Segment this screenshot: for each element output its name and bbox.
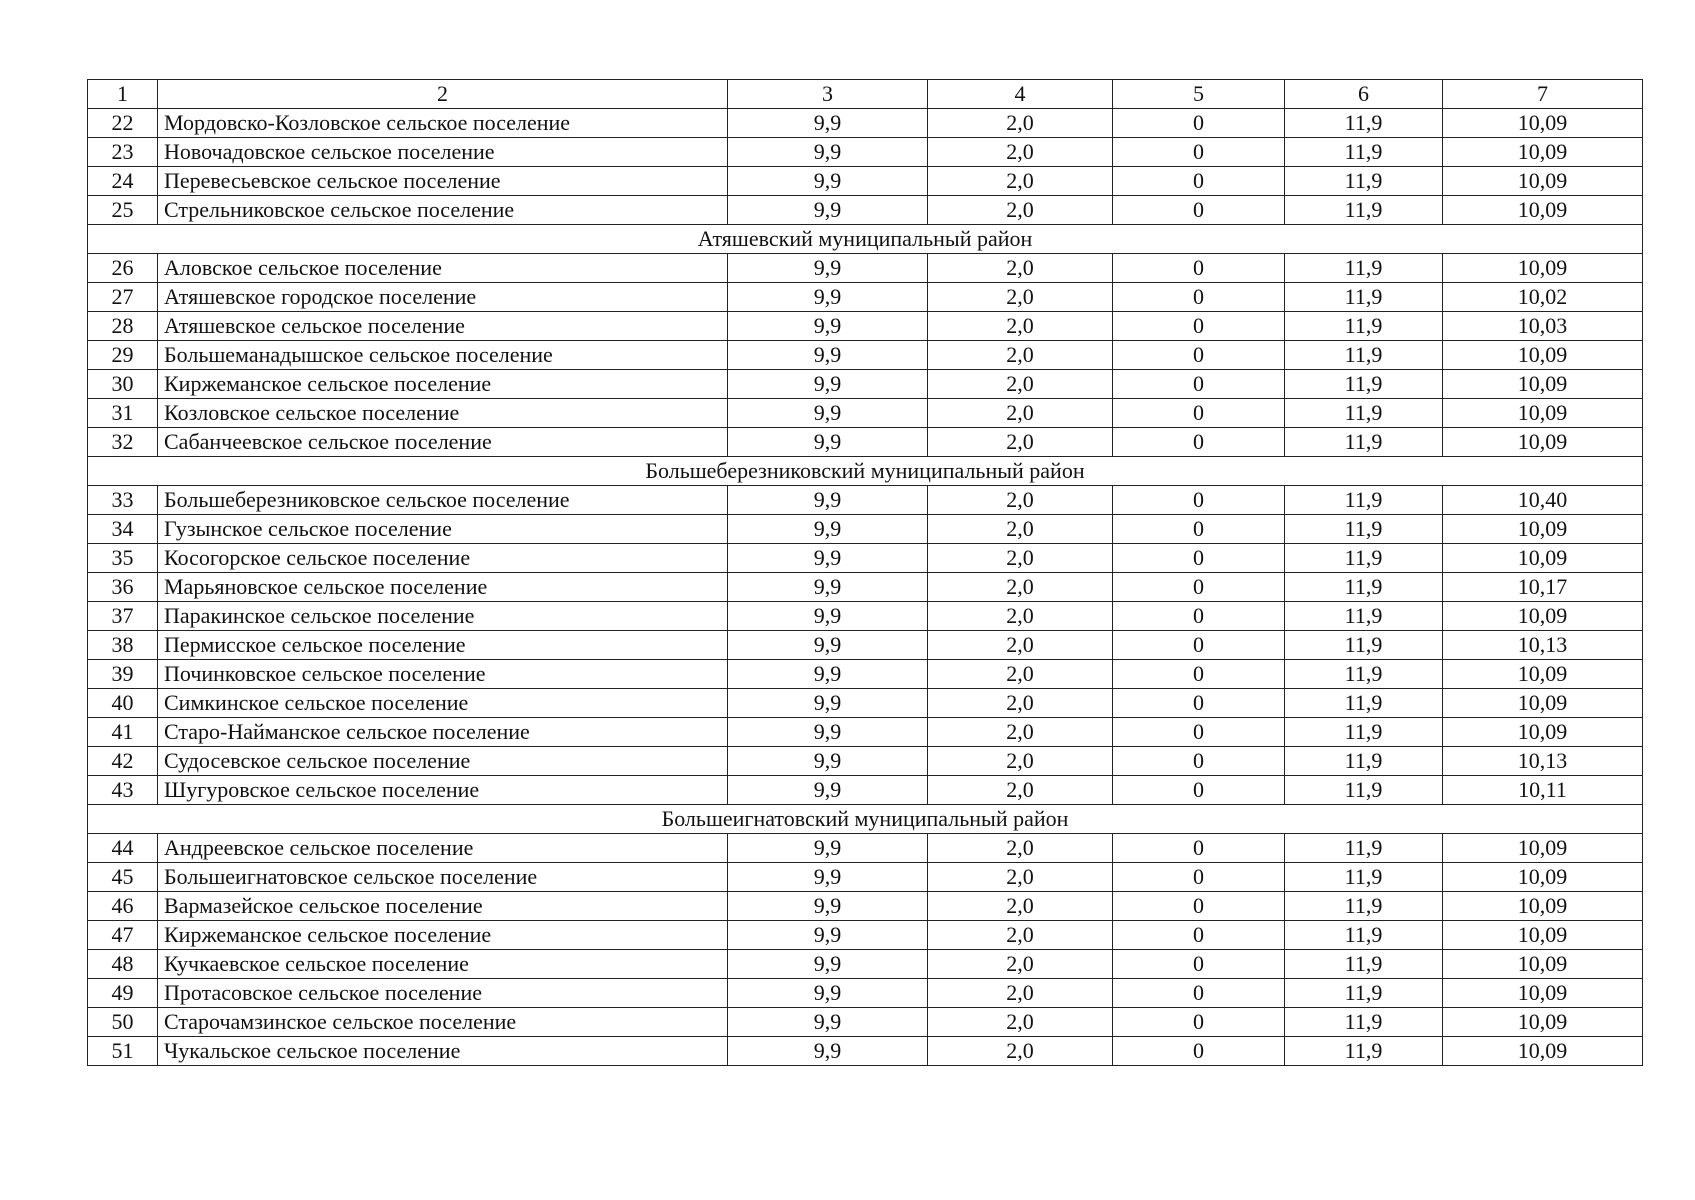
table-row [88, 573, 1643, 602]
table-row [88, 660, 1643, 689]
value-col-4: 2,0 [928, 109, 1113, 138]
settlement-name: Паракинское сельское поселение [158, 602, 728, 631]
settlement-name: Большеигнатовское сельское поселение [158, 863, 728, 892]
value-col-7: 10,09 [1443, 660, 1643, 689]
row-number: 47 [88, 921, 158, 950]
value-col-5: 0 [1113, 399, 1285, 428]
value-col-4: 2,0 [928, 370, 1113, 399]
row-number: 32 [88, 428, 158, 457]
value-col-3: 9,9 [728, 863, 928, 892]
settlement-name: Стрельниковское сельское поселение [158, 196, 728, 225]
value-col-3: 9,9 [728, 370, 928, 399]
value-col-4: 2,0 [928, 167, 1113, 196]
table-row [88, 1008, 1643, 1037]
value-col-5: 0 [1113, 718, 1285, 747]
value-col-7: 10,40 [1443, 486, 1643, 515]
table-row [88, 892, 1643, 921]
settlement-name: Мордовско-Козловское сельское поселение [158, 109, 728, 138]
value-col-3: 9,9 [728, 138, 928, 167]
value-col-6: 11,9 [1285, 399, 1443, 428]
row-number: 41 [88, 718, 158, 747]
value-col-5: 0 [1113, 283, 1285, 312]
district-section-row [88, 457, 1643, 486]
table-row [88, 428, 1643, 457]
value-col-6: 11,9 [1285, 602, 1443, 631]
value-col-4: 2,0 [928, 1008, 1113, 1037]
row-number: 22 [88, 109, 158, 138]
value-col-7: 10,09 [1443, 167, 1643, 196]
value-col-7: 10,09 [1443, 399, 1643, 428]
value-col-5: 0 [1113, 167, 1285, 196]
value-col-5: 0 [1113, 921, 1285, 950]
value-col-3: 9,9 [728, 109, 928, 138]
value-col-5: 0 [1113, 689, 1285, 718]
value-col-3: 9,9 [728, 776, 928, 805]
row-number: 35 [88, 544, 158, 573]
row-number: 40 [88, 689, 158, 718]
column-number-header: 1 [88, 80, 158, 109]
value-col-5: 0 [1113, 544, 1285, 573]
table-row [88, 283, 1643, 312]
value-col-3: 9,9 [728, 689, 928, 718]
table-row [88, 834, 1643, 863]
value-col-6: 11,9 [1285, 1008, 1443, 1037]
value-col-5: 0 [1113, 631, 1285, 660]
value-col-7: 10,09 [1443, 515, 1643, 544]
value-col-6: 11,9 [1285, 283, 1443, 312]
settlement-name: Симкинское сельское поселение [158, 689, 728, 718]
value-col-3: 9,9 [728, 341, 928, 370]
row-number: 51 [88, 1037, 158, 1066]
value-col-6: 11,9 [1285, 747, 1443, 776]
value-col-6: 11,9 [1285, 660, 1443, 689]
value-col-4: 2,0 [928, 863, 1113, 892]
value-col-6: 11,9 [1285, 486, 1443, 515]
settlement-name: Починковское сельское поселение [158, 660, 728, 689]
district-section-row [88, 805, 1643, 834]
row-number: 49 [88, 979, 158, 1008]
value-col-4: 2,0 [928, 1037, 1113, 1066]
value-col-7: 10,13 [1443, 631, 1643, 660]
value-col-4: 2,0 [928, 950, 1113, 979]
value-col-7: 10,09 [1443, 602, 1643, 631]
value-col-3: 9,9 [728, 921, 928, 950]
district-name: Атяшевский муниципальный район [88, 225, 1643, 254]
row-number: 37 [88, 602, 158, 631]
table-row [88, 341, 1643, 370]
value-col-6: 11,9 [1285, 863, 1443, 892]
value-col-4: 2,0 [928, 283, 1113, 312]
value-col-4: 2,0 [928, 689, 1113, 718]
settlements-table [87, 79, 1643, 1066]
value-col-3: 9,9 [728, 950, 928, 979]
value-col-3: 9,9 [728, 167, 928, 196]
value-col-4: 2,0 [928, 747, 1113, 776]
settlement-name: Атяшевское сельское поселение [158, 312, 728, 341]
value-col-6: 11,9 [1285, 312, 1443, 341]
table-row [88, 631, 1643, 660]
table-row [88, 950, 1643, 979]
district-section-row [88, 225, 1643, 254]
table-row [88, 1037, 1643, 1066]
table-row [88, 689, 1643, 718]
value-col-7: 10,09 [1443, 138, 1643, 167]
value-col-6: 11,9 [1285, 109, 1443, 138]
row-number: 50 [88, 1008, 158, 1037]
value-col-6: 11,9 [1285, 979, 1443, 1008]
value-col-3: 9,9 [728, 979, 928, 1008]
table-row [88, 486, 1643, 515]
value-col-7: 10,09 [1443, 341, 1643, 370]
table-row [88, 863, 1643, 892]
settlement-name: Новочадовское сельское поселение [158, 138, 728, 167]
row-number: 38 [88, 631, 158, 660]
table-row [88, 109, 1643, 138]
value-col-5: 0 [1113, 486, 1285, 515]
value-col-7: 10,13 [1443, 747, 1643, 776]
column-number-header: 3 [728, 80, 928, 109]
column-number-header: 5 [1113, 80, 1285, 109]
value-col-6: 11,9 [1285, 950, 1443, 979]
value-col-3: 9,9 [728, 1008, 928, 1037]
value-col-4: 2,0 [928, 544, 1113, 573]
value-col-5: 0 [1113, 1037, 1285, 1066]
row-number: 30 [88, 370, 158, 399]
row-number: 44 [88, 834, 158, 863]
settlement-name: Большеманадышское сельское поселение [158, 341, 728, 370]
value-col-6: 11,9 [1285, 167, 1443, 196]
settlement-name: Косогорское сельское поселение [158, 544, 728, 573]
value-col-4: 2,0 [928, 718, 1113, 747]
settlement-name: Сабанчеевское сельское поселение [158, 428, 728, 457]
value-col-7: 10,09 [1443, 1008, 1643, 1037]
value-col-3: 9,9 [728, 486, 928, 515]
value-col-4: 2,0 [928, 631, 1113, 660]
value-col-3: 9,9 [728, 515, 928, 544]
row-number: 33 [88, 486, 158, 515]
value-col-7: 10,09 [1443, 254, 1643, 283]
table-row [88, 196, 1643, 225]
settlement-name: Марьяновское сельское поселение [158, 573, 728, 602]
value-col-3: 9,9 [728, 428, 928, 457]
settlement-name: Перевесьевское сельское поселение [158, 167, 728, 196]
settlement-name: Кучкаевское сельское поселение [158, 950, 728, 979]
value-col-5: 0 [1113, 138, 1285, 167]
row-number: 26 [88, 254, 158, 283]
value-col-4: 2,0 [928, 660, 1113, 689]
value-col-6: 11,9 [1285, 254, 1443, 283]
value-col-7: 10,09 [1443, 109, 1643, 138]
value-col-3: 9,9 [728, 1037, 928, 1066]
value-col-4: 2,0 [928, 196, 1113, 225]
value-col-6: 11,9 [1285, 428, 1443, 457]
value-col-5: 0 [1113, 428, 1285, 457]
row-number: 31 [88, 399, 158, 428]
district-name: Большеберезниковский муниципальный район [88, 457, 1643, 486]
header-row [88, 80, 1643, 109]
table-row [88, 254, 1643, 283]
value-col-6: 11,9 [1285, 776, 1443, 805]
settlement-name: Козловское сельское поселение [158, 399, 728, 428]
settlement-name: Вармазейское сельское поселение [158, 892, 728, 921]
value-col-7: 10,09 [1443, 544, 1643, 573]
value-col-3: 9,9 [728, 747, 928, 776]
value-col-4: 2,0 [928, 602, 1113, 631]
value-col-4: 2,0 [928, 486, 1113, 515]
settlement-name: Протасовское сельское поселение [158, 979, 728, 1008]
value-col-4: 2,0 [928, 573, 1113, 602]
settlement-name: Пермисское сельское поселение [158, 631, 728, 660]
table-row [88, 776, 1643, 805]
value-col-5: 0 [1113, 1008, 1285, 1037]
value-col-4: 2,0 [928, 979, 1113, 1008]
value-col-7: 10,09 [1443, 834, 1643, 863]
value-col-4: 2,0 [928, 138, 1113, 167]
value-col-4: 2,0 [928, 428, 1113, 457]
value-col-7: 10,09 [1443, 718, 1643, 747]
table-row [88, 167, 1643, 196]
value-col-3: 9,9 [728, 631, 928, 660]
value-col-4: 2,0 [928, 399, 1113, 428]
value-col-6: 11,9 [1285, 341, 1443, 370]
row-number: 43 [88, 776, 158, 805]
column-number-header: 7 [1443, 80, 1643, 109]
value-col-5: 0 [1113, 834, 1285, 863]
column-number-header: 4 [928, 80, 1113, 109]
value-col-6: 11,9 [1285, 515, 1443, 544]
value-col-7: 10,09 [1443, 428, 1643, 457]
value-col-5: 0 [1113, 196, 1285, 225]
district-name: Большеигнатовский муниципальный район [88, 805, 1643, 834]
row-number: 23 [88, 138, 158, 167]
value-col-6: 11,9 [1285, 631, 1443, 660]
value-col-5: 0 [1113, 312, 1285, 341]
value-col-4: 2,0 [928, 515, 1113, 544]
value-col-4: 2,0 [928, 892, 1113, 921]
value-col-7: 10,03 [1443, 312, 1643, 341]
column-number-header: 6 [1285, 80, 1443, 109]
value-col-3: 9,9 [728, 544, 928, 573]
value-col-6: 11,9 [1285, 138, 1443, 167]
row-number: 46 [88, 892, 158, 921]
settlement-name: Киржеманское сельское поселение [158, 370, 728, 399]
row-number: 34 [88, 515, 158, 544]
value-col-6: 11,9 [1285, 196, 1443, 225]
value-col-3: 9,9 [728, 283, 928, 312]
table-row [88, 370, 1643, 399]
value-col-5: 0 [1113, 370, 1285, 399]
settlement-name: Андреевское сельское поселение [158, 834, 728, 863]
row-number: 24 [88, 167, 158, 196]
value-col-3: 9,9 [728, 254, 928, 283]
value-col-5: 0 [1113, 109, 1285, 138]
value-col-4: 2,0 [928, 312, 1113, 341]
value-col-7: 10,09 [1443, 689, 1643, 718]
value-col-7: 10,09 [1443, 950, 1643, 979]
row-number: 25 [88, 196, 158, 225]
value-col-4: 2,0 [928, 834, 1113, 863]
settlement-name: Старо-Найманское сельское поселение [158, 718, 728, 747]
value-col-4: 2,0 [928, 921, 1113, 950]
settlement-name: Чукальское сельское поселение [158, 1037, 728, 1066]
value-col-5: 0 [1113, 573, 1285, 602]
value-col-7: 10,09 [1443, 979, 1643, 1008]
row-number: 29 [88, 341, 158, 370]
settlement-name: Атяшевское городское поселение [158, 283, 728, 312]
value-col-6: 11,9 [1285, 573, 1443, 602]
settlement-name: Гузынское сельское поселение [158, 515, 728, 544]
settlement-name: Старочамзинское сельское поселение [158, 1008, 728, 1037]
row-number: 39 [88, 660, 158, 689]
value-col-4: 2,0 [928, 341, 1113, 370]
value-col-3: 9,9 [728, 573, 928, 602]
row-number: 28 [88, 312, 158, 341]
value-col-5: 0 [1113, 979, 1285, 1008]
value-col-7: 10,11 [1443, 776, 1643, 805]
value-col-3: 9,9 [728, 196, 928, 225]
value-col-3: 9,9 [728, 399, 928, 428]
value-col-7: 10,09 [1443, 863, 1643, 892]
table-row [88, 921, 1643, 950]
column-number-header: 2 [158, 80, 728, 109]
value-col-7: 10,02 [1443, 283, 1643, 312]
row-number: 48 [88, 950, 158, 979]
value-col-5: 0 [1113, 863, 1285, 892]
table-row [88, 544, 1643, 573]
value-col-4: 2,0 [928, 254, 1113, 283]
settlement-name: Киржеманское сельское поселение [158, 921, 728, 950]
value-col-5: 0 [1113, 747, 1285, 776]
value-col-7: 10,09 [1443, 196, 1643, 225]
value-col-5: 0 [1113, 341, 1285, 370]
value-col-6: 11,9 [1285, 689, 1443, 718]
table-row [88, 747, 1643, 776]
value-col-6: 11,9 [1285, 718, 1443, 747]
value-col-3: 9,9 [728, 312, 928, 341]
value-col-7: 10,09 [1443, 921, 1643, 950]
value-col-5: 0 [1113, 254, 1285, 283]
row-number: 36 [88, 573, 158, 602]
value-col-6: 11,9 [1285, 834, 1443, 863]
value-col-5: 0 [1113, 950, 1285, 979]
value-col-5: 0 [1113, 892, 1285, 921]
table-row [88, 312, 1643, 341]
settlement-name: Большеберезниковское сельское поселение [158, 486, 728, 515]
table-row [88, 399, 1643, 428]
table-row [88, 515, 1643, 544]
value-col-3: 9,9 [728, 602, 928, 631]
value-col-3: 9,9 [728, 718, 928, 747]
settlement-name: Шугуровское сельское поселение [158, 776, 728, 805]
table-body [88, 80, 1643, 1066]
value-col-7: 10,09 [1443, 1037, 1643, 1066]
table-row [88, 979, 1643, 1008]
value-col-6: 11,9 [1285, 1037, 1443, 1066]
row-number: 27 [88, 283, 158, 312]
value-col-5: 0 [1113, 515, 1285, 544]
value-col-6: 11,9 [1285, 892, 1443, 921]
value-col-6: 11,9 [1285, 370, 1443, 399]
settlement-name: Аловское сельское поселение [158, 254, 728, 283]
value-col-7: 10,09 [1443, 892, 1643, 921]
value-col-5: 0 [1113, 776, 1285, 805]
value-col-6: 11,9 [1285, 921, 1443, 950]
value-col-3: 9,9 [728, 660, 928, 689]
row-number: 42 [88, 747, 158, 776]
value-col-7: 10,09 [1443, 370, 1643, 399]
value-col-5: 0 [1113, 602, 1285, 631]
table-row [88, 138, 1643, 167]
value-col-4: 2,0 [928, 776, 1113, 805]
table-row [88, 602, 1643, 631]
value-col-3: 9,9 [728, 834, 928, 863]
value-col-6: 11,9 [1285, 544, 1443, 573]
row-number: 45 [88, 863, 158, 892]
settlement-name: Судосевское сельское поселение [158, 747, 728, 776]
value-col-3: 9,9 [728, 892, 928, 921]
table-row [88, 718, 1643, 747]
value-col-7: 10,17 [1443, 573, 1643, 602]
value-col-5: 0 [1113, 660, 1285, 689]
